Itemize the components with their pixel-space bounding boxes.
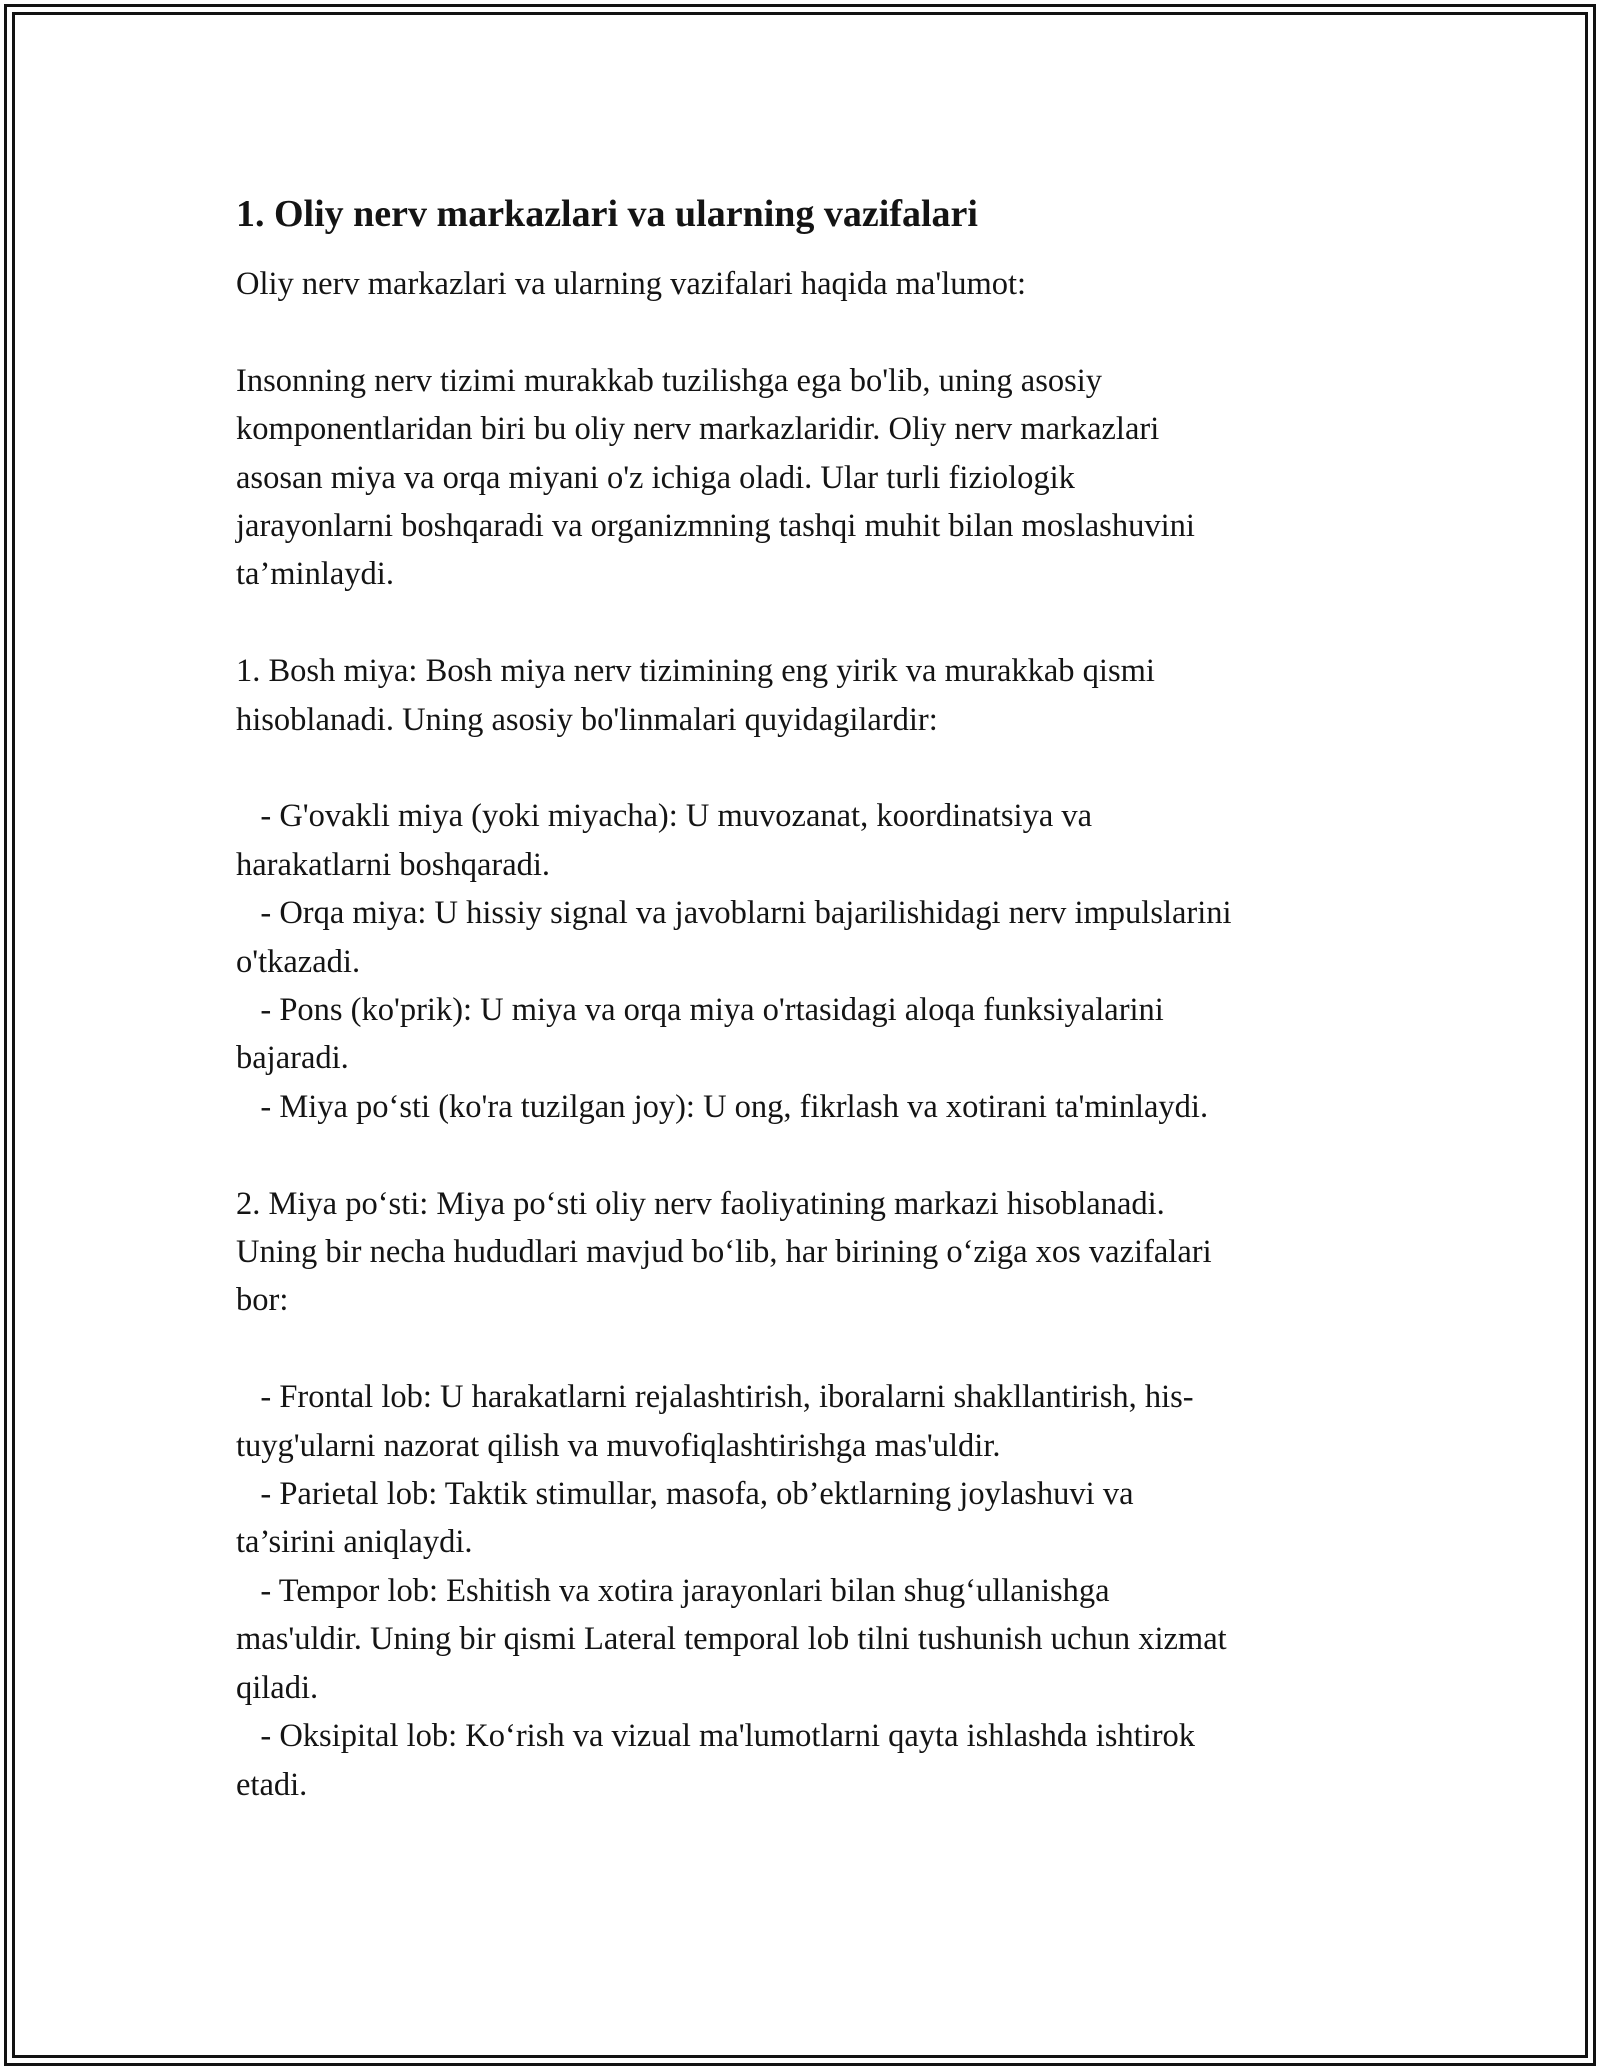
- cortex-lobes-list: - Frontal lob: U harakatlarni rejalashtirish, iboralarni shakllantirish, his- tuyg'ularni nazorat qilish va muvofiqlashtirishga mas'uldir. - Parietal lob: Taktik stimullar, masofa, ob’ektlarning joylashuvi va ta’sirini aniqlaydi. - Tempor lob: Eshitish va xotira jarayonlari bilan shug‘ullanishga mas'uldir. Uning bir qismi Lateral temporal lob tilni tushunish uchun xizmat qiladi. - Oksipital lob: Ko‘rish va vizual ma'lumotlarni qayta ishlashda ishtirok etadi.: [236, 1379, 1227, 1803]
- document-heading: 1. Oliy nerv markazlari va ularning vazifalari: [236, 193, 978, 235]
- document-body: [236, 188, 1366, 1809]
- cortex-section-paragraph: 2. Miya po‘sti: Miya po‘sti oliy nerv faoliyatining markazi hisoblanadi. Uning bir necha hududlari mavjud bo‘lib, har birining o‘ziga xos vazifalari bor:: [236, 1185, 1212, 1319]
- paragraph-gap: [236, 1131, 1366, 1179]
- paragraph-gap: [236, 1325, 1366, 1373]
- paragraph-gap: [236, 308, 1366, 356]
- brain-section-paragraph: 1. Bosh miya: Bosh miya nerv tizimining eng yirik va murakkab qismi hisoblanadi. Uning asosiy bo'linmalari quyidagilardir:: [236, 653, 1155, 738]
- intro-paragraph: Oliy nerv markazlari va ularning vazifalari haqida ma'lumot:: [236, 266, 1027, 302]
- nervous-system-paragraph: Insonning nerv tizimi murakkab tuzilishga ega bo'lib, uning asosiy komponentlaridan biri bu oliy nerv markazlaridir. Oliy nerv markazlari asosan miya va orqa miyani o'z ichiga oladi. Ular turli fiziologik jarayonlarni boshqaradi va organizmning tashqi muhit bilan moslashuvini ta’minlaydi.: [236, 362, 1195, 593]
- paragraph-gap: [236, 744, 1366, 792]
- paragraph-gap: [236, 599, 1366, 647]
- brain-parts-list: - G'ovakli miya (yoki miyacha): U muvozanat, koordinatsiya va harakatlarni boshqaradi. - Orqa miya: U hissiy signal va javoblarni bajarilishidagi nerv impulslarini o'tkazadi. - Pons (ko'prik): U miya va orqa miya o'rtasidagi aloqa funksiyalarini bajaradi. - Miya po‘sti (ko'ra tuzilgan joy): U ong, fikrlash va xotirani ta'minlaydi.: [236, 798, 1232, 1125]
